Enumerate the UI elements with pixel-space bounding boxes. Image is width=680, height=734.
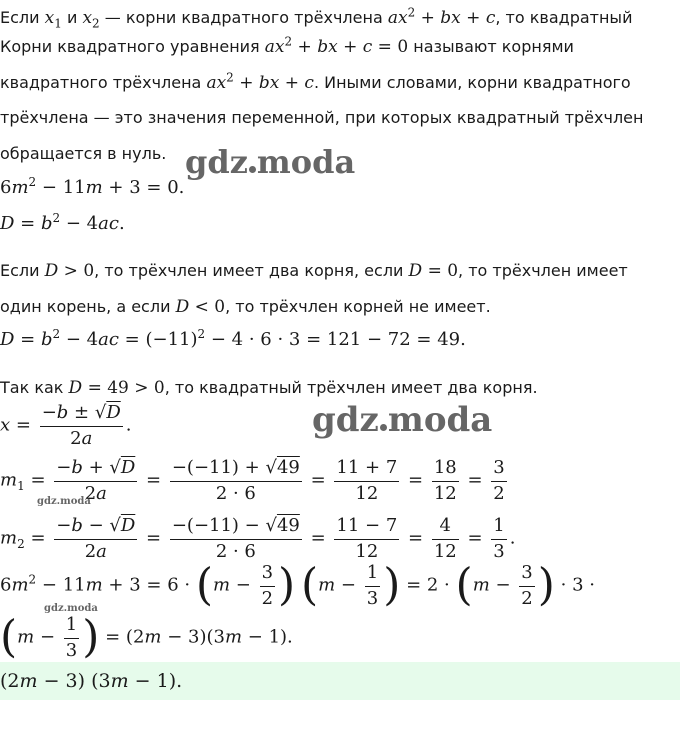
text-line-6: Если D > 0, то трёхчлен имеет два корня, если D = 0, то трёхчлен имеет: [0, 261, 628, 281]
watermark-small-2: gdz.moda: [44, 603, 98, 614]
text-line-1: Если $x_1$ и $x_2$ — корни квадратного трёхчлена $ax^2$ + bx + c, то квадратный: [0, 5, 633, 31]
text-line-5: обращается в нуль.: [0, 144, 167, 163]
watermark-logo: gdz moda: [185, 143, 356, 181]
answer-text: (2m − 3) (3m − 1).: [0, 670, 183, 692]
text-line-8: Так как D = 49 > 0, то квадратный трёхчлен имеет два корня.: [0, 378, 538, 398]
equation-4: x = $\frac{-b \pm √D}{2a}$ .: [0, 402, 132, 449]
text-line-7: один корень, а если D < 0, то трёхчлен корней не имеет.: [0, 297, 491, 317]
text-line-2: Корни квадратного уравнения $ax^2$ + bx + c = 0 называют корнями: [0, 34, 574, 57]
watermark-logo-2: gdz moda: [312, 400, 493, 440]
equation-7: $6m^2 - 11m + 3 = 6 \cdot (m$ − $\frac{3}{2}$ ) (m − $\frac{1}{3}$ ) = 2 · (m − $\frac{3}{2}$ ) · 3 ·: [0, 559, 595, 611]
equation-8: (m − $\frac{1}{3}$ ) = (2m − 3)(3m − 1).: [0, 611, 293, 663]
watermark-small: gdz.moda: [37, 496, 91, 507]
text-line-3: квадратного трёхчлена $ax^2$ + bx + c. Иными словами, корни квадратного: [0, 70, 631, 93]
text-line-4: трёхчлена — это значения переменной, при которых квадратный трёхчлен: [0, 108, 644, 127]
equation-3: $D = b^2 - 4ac = (-11)^2 - 4 \cdot 6 \cdot 3 = 121 - 72 = 49$.: [0, 327, 466, 350]
equation-1: $6m^2 - 11m + 3 = 0$.: [0, 175, 185, 198]
equation-6: $m_2$ = $\frac{-b - √D}{2a}$ = $\frac{-(-11) - √49}{2 \cdot 6}$ = $\frac{11 - 7}{12}$ = $\frac{4}{12}$ = $\frac{1}{3}$ .: [0, 515, 516, 562]
answer-box: [0, 662, 680, 700]
equation-2: $D = b^2 - 4ac$.: [0, 211, 125, 234]
equation-5: $m_1$ = $\frac{-b + √D}{2a}$ = $\frac{-(-11) + √49}{2 \cdot 6}$ = $\frac{11 + 7}{12}$ = $\frac{18}{12}$ = $\frac{3}{2}$: [0, 457, 505, 504]
